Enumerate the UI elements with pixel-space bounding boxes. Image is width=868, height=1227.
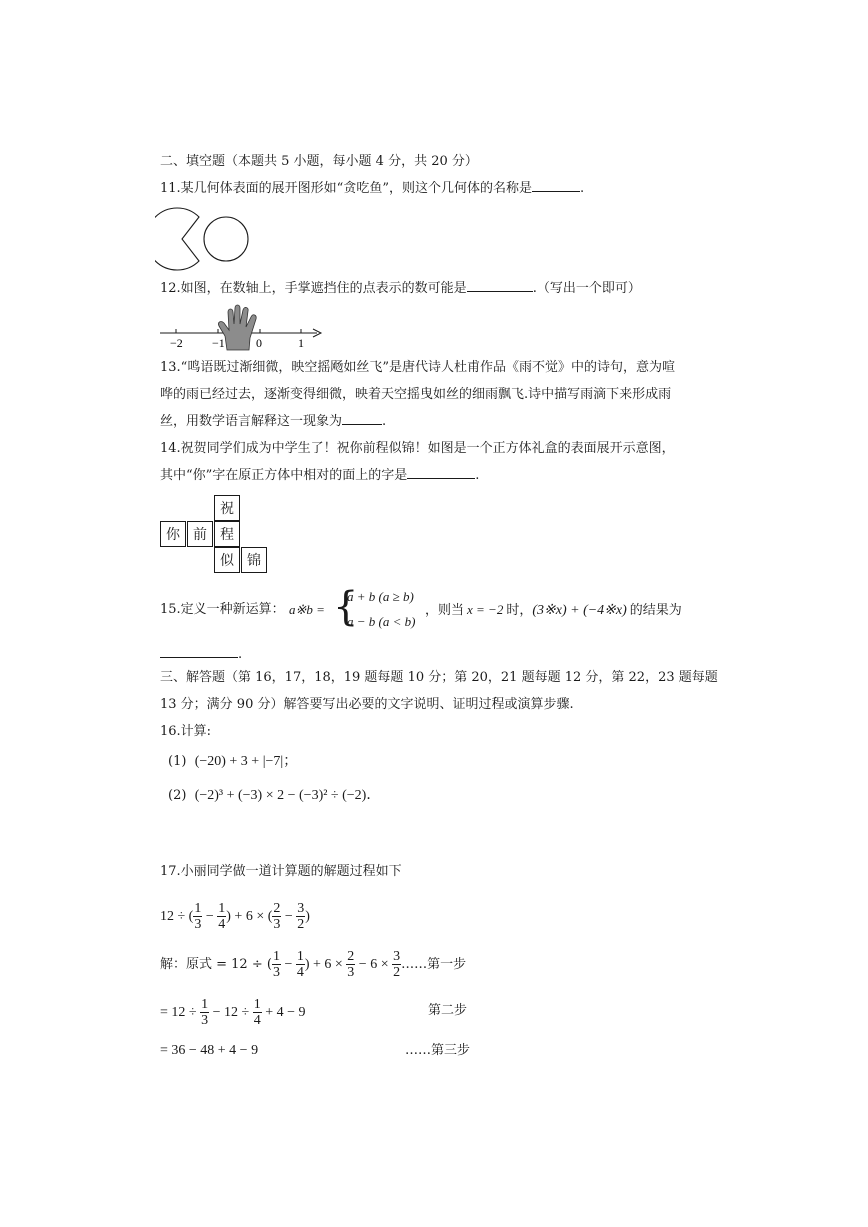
part-1-label: (1) [168,754,187,769]
section-3-heading-line-1: 三、解答题（第 16，17，18，19 题每题 10 分；第 20，21 题每题 12 分，第 22，23 题每题 [160,670,718,685]
question-13-text: 丝，用数学语言解释这一现象为 [160,414,343,429]
tick-label-0: 0 [256,336,262,350]
section-3-heading-line-2: 13 分；满分 90 分）解答要写出必要的文字说明、证明过程或演算步骤. [160,697,574,712]
cube-face-si: 似 [214,547,240,573]
cube-face-zhu: 祝 [214,495,240,521]
question-11-end: . [579,181,585,196]
question-15-expression: (3※x) + (−4※x) [532,603,627,618]
answer-blank-15[interactable] [160,657,238,658]
tick-label-neg1: −1 [212,336,225,350]
part-1-expression: (−20) + 3 + |−7|； [194,754,298,769]
fraction-2-3: $\frac{2}{3}$ [347,949,355,981]
question-15-prefix: 15.定义一种新运算： [160,602,285,617]
cube-face-cheng: 程 [214,521,240,547]
cube-face-jin: 锦 [241,547,267,573]
question-15-mid-text-2: 时， [506,603,533,618]
solution-line-3: = 36 − 48 + 4 − 9 [160,1043,259,1058]
fraction-1-3: $\frac{1}{3}$ [201,997,209,1029]
solution-mid-2: − 6 × [355,957,393,972]
question-15-mid-text: ，则当 [425,603,465,618]
question-13-line-1: 13.“鸣语既过渐细微，映空摇飏如丝飞”是唐代诗人杜甫作品《雨不觉》中的诗句，意为喧 [160,360,675,375]
expr-part-b: ) + 6 × ( [226,909,273,924]
solution-line-1 [160,946,466,984]
fraction-3-2: $\frac{3}{2}$ [393,949,401,981]
answer-blank-13[interactable] [342,424,382,425]
number-line-figure [155,300,330,356]
question-15-case-1: a + b (a ≥ b) [347,589,414,604]
part-2-expression: (−2)³ + (−3) × 2 − (−3)² ÷ (−2)． [194,788,381,803]
line-2-part-b: − 12 ÷ [209,1005,253,1020]
fraction-3-2: $\frac{3}{2}$ [297,901,305,933]
piecewise-brace: { [333,584,359,630]
close-paren: ) [305,909,310,924]
fraction-1-4: $\frac{1}{4}$ [253,997,261,1029]
question-12-text: 12.如图，在数轴上，手掌遮挡住的点表示的数可能是 [160,281,467,296]
fraction-2-3: $\frac{2}{3}$ [273,901,281,933]
line-2-part-a: = 12 ÷ [160,1005,201,1020]
question-14-text: 其中“你”字在原正方体中相对的面上的字是 [160,468,408,483]
question-13-line-3 [160,414,386,430]
question-17-title: 17.小丽同学做一道计算题的解题过程如下 [160,864,402,879]
fraction-1-4: $\frac{1}{4}$ [296,949,304,981]
cube-face-ni: 你 [160,521,186,547]
question-14-end: . [475,468,480,483]
minus-sign: − [281,909,297,924]
fraction-1-3: $\frac{1}{3}$ [194,901,202,933]
section-2-heading: 二、填空题（本题共 5 小题，每小题 4 分，共 20 分） [160,154,478,169]
question-12-end: .（写出一个即可） [532,281,641,296]
solution-line-2 [160,994,305,1032]
fraction-1-4: $\frac{1}{4}$ [218,901,226,933]
question-16-part-2 [168,788,380,804]
solution-mid-1: ) + 6 × [304,957,347,972]
question-16-title: 16.计算: [160,724,212,739]
answer-blank-11[interactable] [532,191,580,192]
answer-blank-14[interactable] [407,478,475,479]
cube-face-qian: 前 [187,521,213,547]
question-17-expression [160,898,310,936]
step-2-label: 第二步 [428,1003,468,1018]
question-15-end: . [238,647,243,662]
expr-part-a: 12 ÷ ( [160,909,194,924]
step-3-label: ……第三步 [405,1043,471,1058]
question-11 [160,181,584,197]
question-15-case-2: a − b (a < b) [347,614,416,629]
question-15-suffix: 的结果为 [629,603,682,618]
question-14-line-1: 14.祝贺同学们成为中学生了！祝你前程似锦！如图是一个正方体礼盒的表面展开示意图， [160,441,675,456]
tick-label-neg2: −2 [170,336,183,350]
minus-sign: − [202,909,218,924]
question-11-text: 11.某几何体表面的展开图形如“贪吃鱼”，则这个几何体的名称是 [160,181,532,196]
question-15-operator: a※b = [289,602,325,617]
fraction-1-3: $\frac{1}{3}$ [272,949,280,981]
solution-prefix: 解：原式 = 12 ÷ ( [160,957,272,972]
tick-label-1: 1 [298,336,304,350]
question-15-condition: x = −2 [467,602,504,617]
question-12 [160,281,641,297]
fish-net-figure [155,205,255,275]
minus-sign: − [280,957,296,972]
line-2-part-c: + 4 − 9 [261,1005,306,1020]
question-16-part-1 [168,754,297,770]
question-13-end: . [382,414,387,429]
answer-blank-12[interactable] [467,291,533,292]
question-15-answer-line [160,647,242,663]
part-2-label: (2) [168,788,187,803]
question-14-line-2 [160,468,479,484]
question-15-mid [425,602,682,619]
step-1-label: ……第一步 [401,957,467,972]
question-13-line-2: 哗的雨已经过去，逐渐变得细微，映着天空摇曳如丝的细雨飘飞.诗中描写雨滴下来形成雨 [160,387,672,402]
